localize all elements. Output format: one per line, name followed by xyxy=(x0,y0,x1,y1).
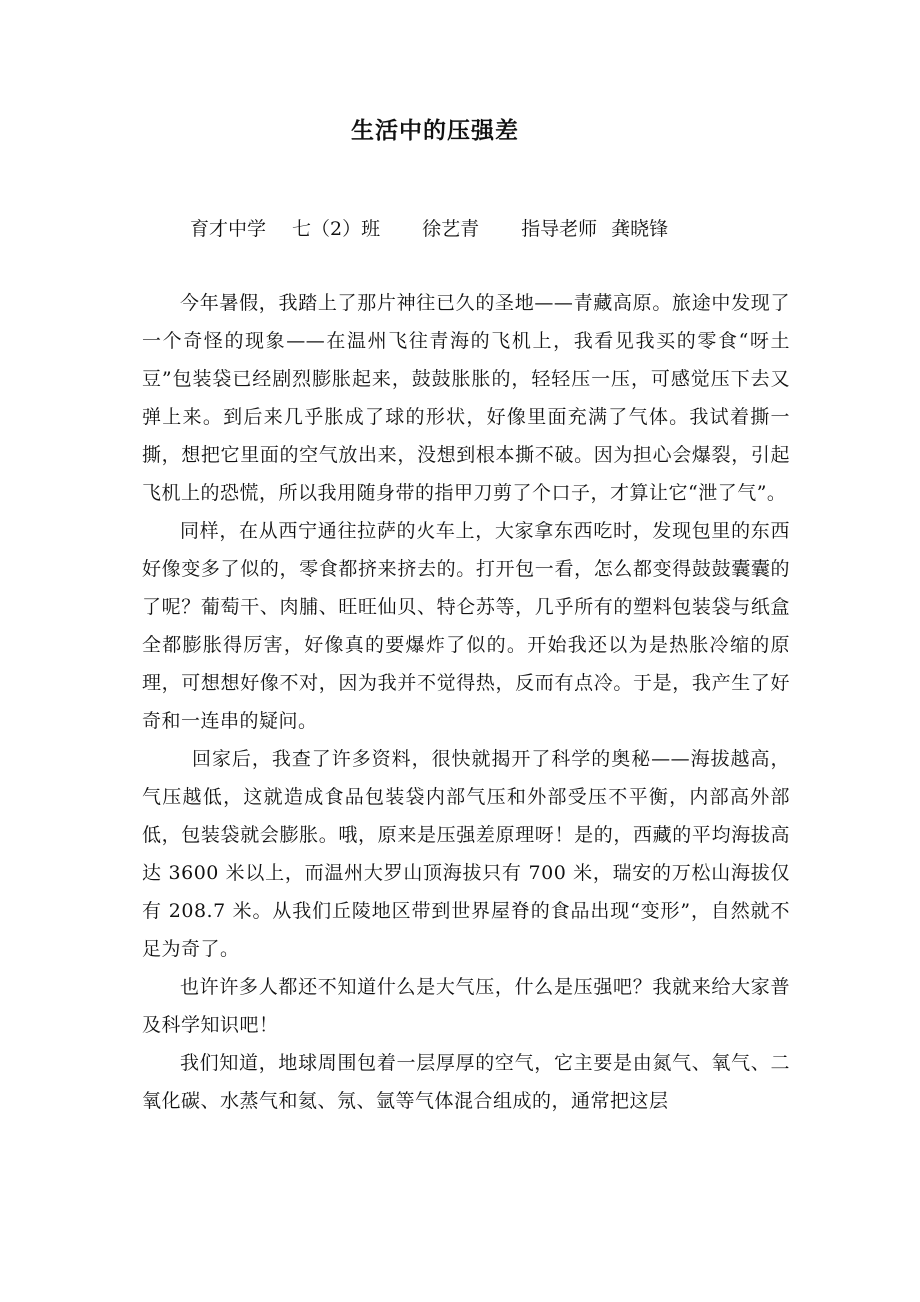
paragraph: 回家后，我查了许多资料，很快就揭开了科学的奥秘——海拔越高，气压越低，这就造成食品包装袋内部气压和外部受压不平衡，内部高外部低，包装袋就会膨胀。哦，原来是压强差原理呀！是的，西藏的平均海拔高达 3600 米以上，而温州大罗山顶海拔只有 700 米，瑞安的万松山海拔仅有 208.7 米。从我们丘陵地区带到世界屋脊的食品出现“变形”，自然就不足为奇了。 xyxy=(142,748,790,960)
paragraph: 也许许多人都还不知道什么是大气压，什么是压强吧？我就来给大家普及科学知识吧！ xyxy=(142,976,790,1036)
paragraph: 今年暑假，我踏上了那片神往已久的圣地——青藏高原。旅途中发现了一个奇怪的现象——在温州飞往青海的飞机上，我看见我买的零食“呀土豆”包装袋已经剧烈膨胀起来，鼓鼓胀胀的，轻轻压一压，可感觉压下去又弹上来。到后来几乎胀成了球的形状，好像里面充满了气体。我试着撕一撕，想把它里面的空气放出来，没想到根本撕不破。因为担心会爆裂，引起飞机上的恐慌，所以我用随身带的指甲刀剪了个口子，才算让它“泄了气”。 xyxy=(142,292,790,504)
byline-school: 育才中学 xyxy=(190,218,267,240)
byline-author: 徐艺青 xyxy=(422,218,480,240)
byline xyxy=(190,214,810,241)
paragraph: 我们知道，地球周围包着一层厚厚的空气，它主要是由氮气、氧气、二氧化碳、水蒸气和氦、氖、氩等气体混合组成的，通常把这层 xyxy=(142,1052,790,1112)
paragraph: 同样，在从西宁通往拉萨的火车上，大家拿东西吃时，发现包里的东西好像变多了似的，零食都挤来挤去的。打开包一看，怎么都变得鼓鼓囊囊的了呢？葡萄干、肉脯、旺旺仙贝、特仑苏等，几乎所有的塑料包装袋与纸盒全都膨胀得厉害，好像真的要爆炸了似的。开始我还以为是热胀冷缩的原理，可想想好像不对，因为我并不觉得热，反而有点冷。于是，我产生了好奇和一连串的疑问。 xyxy=(142,520,790,732)
byline-class: 七（2）班 xyxy=(292,218,381,240)
page-title: 生活中的压强差 xyxy=(351,117,519,144)
byline-advisor-label: 指导老师 xyxy=(521,218,598,240)
byline-advisor: 龚晓锋 xyxy=(611,218,669,240)
article-body xyxy=(142,284,790,1120)
